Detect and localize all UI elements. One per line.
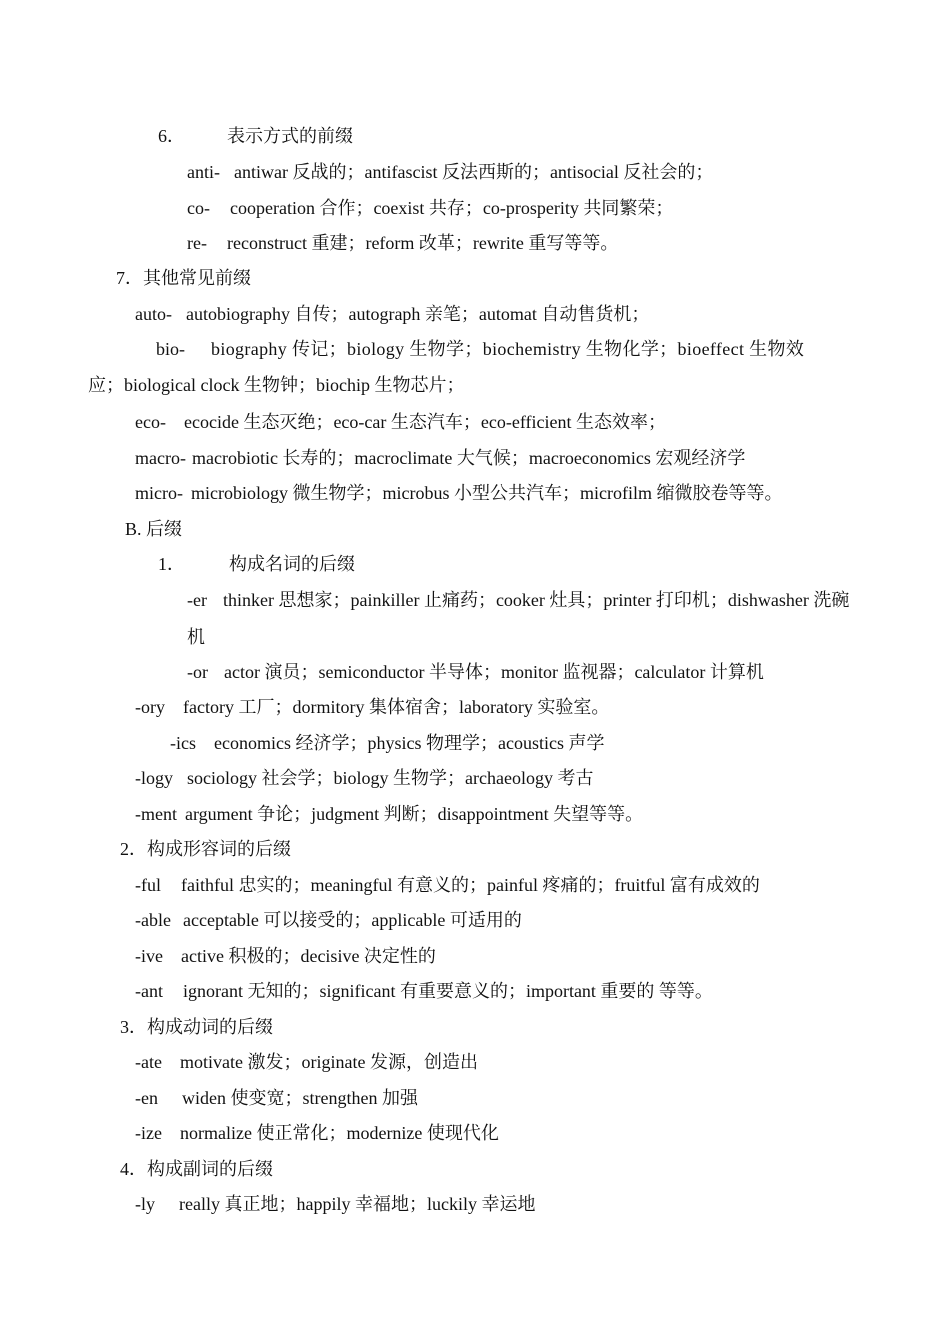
suffix-term: -ics	[170, 733, 196, 753]
suffix-line-ly	[135, 1192, 535, 1216]
prefix-line-anti	[187, 160, 713, 184]
prefix-examples: antiwar 反战的；antifascist 反法西斯的；antisocial 反社会的；	[234, 162, 714, 182]
suffix-examples: economics 经济学；physics 物理学；acoustics 声学	[214, 733, 605, 753]
suffix-examples: argument 争论；judgment 判断；disappointment 失望等等。	[185, 804, 644, 824]
suffix-line-ive	[135, 944, 436, 968]
section-title: 构成名词的后缀	[229, 554, 355, 574]
suffix-examples: motivate 激发；originate 发源，创造出	[179, 1052, 478, 1072]
suffix-line-ful	[135, 873, 760, 897]
prefix-line-bio-continued: 应；biological clock 生物钟；biochip 生物芯片；	[88, 375, 465, 395]
suffix-line-or	[187, 660, 764, 684]
suffix-examples: widen 使变宽；strengthen 加强	[181, 1088, 418, 1108]
suffix-line-ant	[135, 979, 713, 1003]
suffix-examples: really 真正地；happily 幸福地；luckily 幸运地	[179, 1194, 536, 1214]
prefix-line-co	[187, 196, 673, 220]
suffix-examples: acceptable 可以接受的；applicable 可适用的	[182, 910, 522, 930]
suffix-term: -ful	[135, 875, 161, 895]
prefix-line-auto	[135, 302, 649, 326]
section-6-heading	[158, 124, 353, 148]
prefix-examples: cooperation 合作；coexist 共存；co-prosperity 共同繁荣；	[229, 198, 674, 218]
suffix-term: -able	[135, 910, 171, 930]
suffix-examples: active 积极的；decisive 决定性的	[180, 946, 436, 966]
prefix-line-bio	[156, 337, 804, 361]
suffix-examples: factory 工厂；dormitory 集体宿舍；laboratory 实验室。	[183, 697, 610, 717]
suffix-line-er	[187, 588, 849, 612]
prefix-term: macro-	[135, 448, 186, 468]
prefix-examples: autobiography 自传；autograph 亲笔；automat 自动售货机；	[185, 304, 650, 324]
prefix-examples: biography 传记；biology 生物学；biochemistry 生物化学；bioeffect 生物效	[211, 339, 805, 359]
prefix-line-re	[187, 231, 618, 255]
section-4-heading: 4．构成副词的后缀	[120, 1159, 273, 1179]
suffix-term: -ant	[135, 981, 163, 1001]
suffix-term: -ly	[135, 1194, 155, 1214]
prefix-line-eco	[135, 410, 666, 434]
suffix-term: -or	[187, 662, 208, 682]
suffix-line-ics	[170, 731, 604, 755]
prefix-examples: macrobiotic 长寿的；macroclimate 大气候；macroeconomics 宏观经济学	[191, 448, 746, 468]
section-7-heading: 7．其他常见前缀	[116, 268, 251, 288]
suffix-term: -en	[135, 1088, 158, 1108]
prefix-term: auto-	[135, 304, 172, 324]
suffix-term: -ive	[135, 946, 163, 966]
prefix-term: bio-	[156, 339, 185, 359]
suffix-examples: thinker 思想家；painkiller 止痛药；cooker 灶具；printer 打印机；dishwasher 洗碗	[222, 590, 850, 610]
section-2-heading: 2．构成形容词的后缀	[120, 839, 291, 859]
suffix-examples: actor 演员；semiconductor 半导体；monitor 监视器；calculator 计算机	[224, 662, 764, 682]
suffix-examples: ignorant 无知的；significant 有重要意义的；important 重要的 等等。	[182, 981, 713, 1001]
suffix-line-ate	[135, 1050, 478, 1074]
suffix-term: -ize	[135, 1123, 162, 1143]
suffix-examples: sociology 社会学；biology 生物学；archaeology 考古	[187, 768, 594, 788]
suffix-term: -ate	[135, 1052, 162, 1072]
suffix-examples: normalize 使正常化；modernize 使现代化	[179, 1123, 499, 1143]
suffix-term: -ory	[135, 697, 165, 717]
prefix-term: co-	[187, 198, 210, 218]
section-title: 表示方式的前缀	[227, 126, 353, 146]
prefix-examples: reconstruct 重建；reform 改革；rewrite 重写等等。	[226, 233, 619, 253]
section-number: 6．	[158, 126, 185, 146]
suffix-line-en	[135, 1086, 418, 1110]
section-number: 1．	[158, 554, 185, 574]
prefix-term: anti-	[187, 162, 220, 182]
prefix-term: eco-	[135, 412, 166, 432]
suffix-line-ory	[135, 695, 609, 719]
prefix-term: re-	[187, 233, 207, 253]
suffix-term: -logy	[135, 768, 173, 788]
section-b-heading: B. 后缀	[125, 519, 183, 539]
suffix-line-able	[135, 908, 522, 932]
suffix-line-ment	[135, 802, 643, 826]
prefix-examples: ecocide 生态灭绝；eco-car 生态汽车；eco-efficient 生态效率；	[183, 412, 666, 432]
prefix-line-macro	[135, 446, 745, 470]
suffix-line-logy	[135, 766, 593, 790]
suffix-term: -ment	[135, 804, 177, 824]
suffix-term: -er	[187, 590, 207, 610]
suffix-examples: faithful 忠实的；meaningful 有意义的；painful 疼痛的；fruitful 富有成效的	[181, 875, 760, 895]
prefix-term: micro-	[135, 483, 183, 503]
suffix-line-er-continued: 机	[187, 627, 205, 647]
prefix-line-micro	[135, 481, 782, 505]
section-3-heading: 3．构成动词的后缀	[120, 1017, 273, 1037]
prefix-examples: microbiology 微生物学；microbus 小型公共汽车；microfilm 缩微胶卷等等。	[190, 483, 783, 503]
suffix-line-ize	[135, 1121, 499, 1145]
section-1-heading	[158, 552, 355, 576]
